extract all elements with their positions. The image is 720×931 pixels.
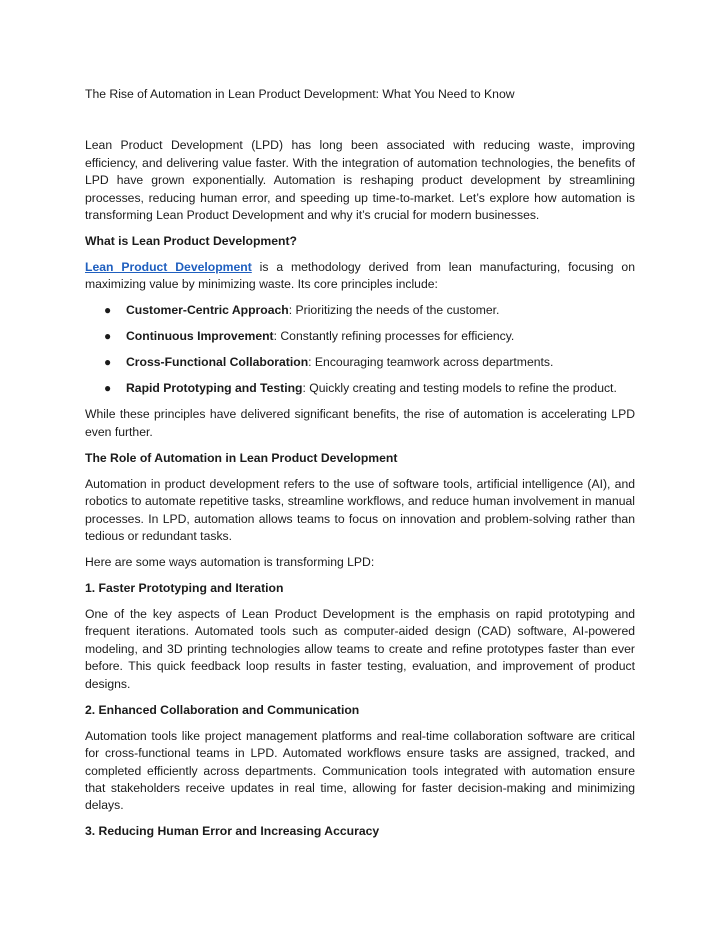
definition-paragraph	[85, 259, 635, 294]
ways-intro-paragraph: Here are some ways automation is transforming LPD:	[85, 555, 375, 570]
list-item	[85, 354, 635, 371]
principle-desc: : Constantly refining processes for efficiency.	[273, 329, 515, 344]
bullet-icon: ●	[104, 381, 112, 396]
subsection-heading-reducing-human-error: 3. Reducing Human Error and Increasing Accuracy	[85, 824, 380, 839]
definition-text: is a methodology derived from lean manufacturing, focusing on maximizing value by minimizing waste. Its core principles include:	[85, 260, 635, 292]
subsection-heading-enhanced-collaboration: 2. Enhanced Collaboration and Communication	[85, 702, 360, 717]
page-title: The Rise of Automation in Lean Product Development: What You Need to Know	[85, 87, 515, 101]
principle-term: Cross-Functional Collaboration	[126, 355, 309, 370]
subsection-paragraph-enhanced-collaboration: Automation tools like project management platforms and real-time collaboration software are critical for cross-functional teams in LPD. Automated workflows ensure tasks are assigned, tracked, and completed efficiently across departments. Communication tools integrated with automation ensure that stakeholders receive updates in real time, allowing for faster decision-making and minimizing delays.	[85, 728, 635, 813]
principle-desc: : Prioritizing the needs of the customer.	[288, 303, 500, 318]
principle-term: Continuous Improvement	[126, 329, 274, 344]
role-paragraph: Automation in product development refers to the use of software tools, artificial intelligence (AI), and robotics to automate repetitive tasks, streamline workflows, and reduce human involvement in manual processes. In LPD, automation allows teams to focus on innovation and problem-solving rather than tedious or redundant tasks.	[85, 476, 635, 544]
lean-product-development-link[interactable]: Lean Product Development	[85, 260, 252, 275]
principles-closing-paragraph: While these principles have delivered significant benefits, the rise of automation is accelerating LPD even further.	[85, 407, 635, 439]
principle-term: Customer-Centric Approach	[126, 303, 289, 318]
section-heading-role-of-automation: The Role of Automation in Lean Product Development	[85, 450, 398, 465]
principles-list	[85, 302, 635, 397]
list-item	[85, 302, 635, 319]
section-heading-what-is-lpd: What is Lean Product Development?	[85, 234, 297, 249]
principle-desc: : Quickly creating and testing models to refine the product.	[302, 381, 617, 396]
bullet-icon: ●	[104, 355, 112, 370]
subsection-paragraph-faster-prototyping: One of the key aspects of Lean Product Development is the emphasis on rapid prototyping and frequent iterations. Automated tools such as computer-aided design (CAD) software, AI-powered modeling, and 3D printing technologies allow teams to create and refine prototypes faster than ever before. This quick feedback loop results in faster testing, evaluation, and improvement of product designs.	[85, 607, 635, 691]
list-item	[85, 380, 635, 397]
bullet-icon: ●	[104, 303, 112, 318]
bullet-icon: ●	[104, 329, 112, 344]
principle-desc: : Encouraging teamwork across departments.	[308, 355, 554, 370]
list-item	[85, 328, 635, 345]
subsection-heading-faster-prototyping: 1. Faster Prototyping and Iteration	[85, 581, 284, 596]
intro-paragraph: Lean Product Development (LPD) has long been associated with reducing waste, improving efficiency, and delivering value faster. With the integration of automation technologies, the benefits of LPD have grown exponentially. Automation is reshaping product development by streamlining processes, reducing human error, and speeding up time-to-market. Let’s explore how automation is transforming Lean Product Development and why it’s crucial for modern businesses.	[85, 138, 635, 223]
principle-term: Rapid Prototyping and Testing	[126, 381, 303, 396]
